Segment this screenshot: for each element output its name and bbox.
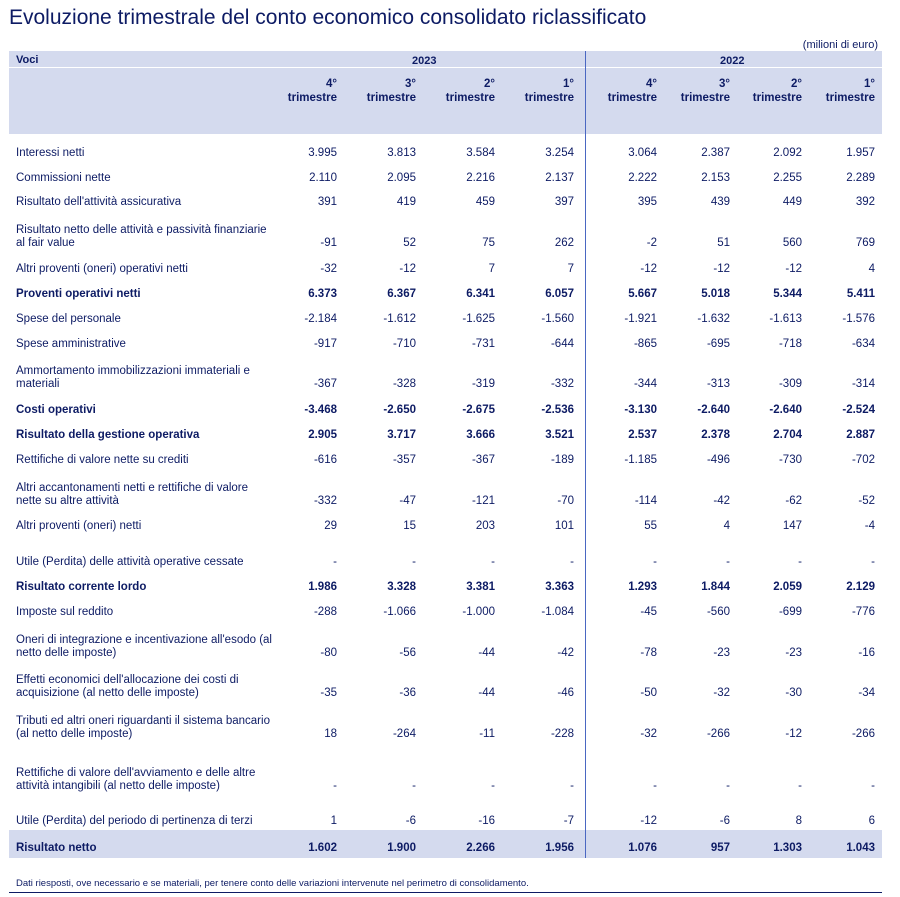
cell-value: -36 [399,687,416,699]
cell-value: 2.092 [773,147,802,159]
table-row [0,795,900,855]
column-header-number: 4° [326,78,337,90]
cell-value: -314 [851,378,875,390]
cell-value: 1.956 [545,842,574,854]
column-header-label: trimestre [366,92,416,104]
cell-value: -266 [706,728,730,740]
cell-value: -776 [851,606,875,618]
cell-value: 1 [330,815,337,827]
cell-value: 2.905 [308,429,337,441]
cell-value: 1.957 [846,147,875,159]
cell-value: 1.303 [773,842,802,854]
cell-value: 5.411 [846,288,875,300]
cell-value: - [653,556,657,568]
cell-value: -1.632 [697,313,730,325]
column-header-label: trimestre [287,92,337,104]
cell-value: 2.153 [701,172,730,184]
cell-value: -560 [706,606,730,618]
cell-value: -344 [633,378,657,390]
cell-value: -695 [706,338,730,350]
row-label: Effetti economici dell'allocazione dei costi di acquisizione (al netto delle imposte) [16,674,239,699]
cell-value: -42 [713,495,730,507]
cell-value: -35 [320,687,337,699]
cell-value: 6.373 [308,288,337,300]
column-header-number: 1° [563,78,574,90]
cell-value: 2.289 [846,172,875,184]
column-header-number: 2° [791,78,802,90]
row-label: Utile (Perdita) del periodo di pertinenza di terzi [16,815,253,827]
cell-value: - [570,556,574,568]
cell-value: 560 [782,237,802,249]
cell-value: 2.537 [628,429,657,441]
cell-value: 3.328 [387,581,416,593]
header-rule [9,67,882,68]
cell-value: 15 [403,520,416,532]
row-label: Risultato della gestione operativa [16,429,200,441]
cell-value: -32 [640,728,657,740]
cell-value: 203 [475,520,495,532]
cell-value: -357 [392,454,416,466]
cell-value: - [412,780,416,792]
footnote: Dati riesposti, ove necessario e se materiali, per tenere conto delle variazioni intervenute nel perimetro di consolidamento. [16,878,529,889]
cell-value: 1.844 [701,581,730,593]
cell-value: 397 [554,196,574,208]
cell-value: -12 [399,263,416,275]
row-label: Interessi netti [16,147,85,159]
column-header-number: 4° [646,78,657,90]
column-header-number: 3° [719,78,730,90]
cell-value: 2.255 [773,172,802,184]
cell-value: 75 [482,237,495,249]
cell-value: 1.293 [628,581,657,593]
cell-value: -50 [640,687,657,699]
cell-value: 6.057 [545,288,574,300]
cell-value: -91 [320,237,337,249]
cell-value: 3.064 [628,147,657,159]
cell-value: 3.717 [387,429,416,441]
cell-value: -2.640 [697,404,730,416]
cell-value: -44 [478,687,495,699]
cell-value: -1.560 [541,313,574,325]
cell-value: -1.084 [541,606,574,618]
voci-header: Voci [16,54,39,66]
cell-value: -313 [706,378,730,390]
cell-value: -56 [399,647,416,659]
page-title: Evoluzione trimestrale del conto economico consolidato riclassificato [9,6,647,29]
cell-value: 392 [855,196,875,208]
cell-value: -2.640 [769,404,802,416]
unit-label: (milioni di euro) [802,39,878,51]
cell-value: 147 [782,520,802,532]
cell-value: 3.584 [466,147,495,159]
cell-value: 2.095 [387,172,416,184]
row-label: Altri proventi (oneri) operativi netti [16,263,188,275]
cell-value: - [871,780,875,792]
cell-value: 101 [554,520,574,532]
cell-value: -264 [392,728,416,740]
column-header-label: trimestre [445,92,495,104]
cell-value: 3.666 [466,429,495,441]
cell-value: 1.043 [846,842,875,854]
cell-value: -634 [851,338,875,350]
cell-value: -12 [785,728,802,740]
cell-value: 6.367 [387,288,416,300]
cell-value: -266 [851,728,875,740]
cell-value: - [333,780,337,792]
row-label: Imposte sul reddito [16,606,114,618]
cell-value: -288 [313,606,337,618]
cell-value: -121 [471,495,495,507]
row-label: Altri accantonamenti netti e rettifiche di valore nette su altre attività [16,482,249,507]
cell-value: 2.137 [545,172,574,184]
cell-value: -1.066 [383,606,416,618]
cell-value: - [798,780,802,792]
cell-value: -710 [392,338,416,350]
cell-value: 29 [324,520,337,532]
cell-value: -12 [785,263,802,275]
cell-value: 6.341 [466,288,495,300]
cell-value: -1.625 [462,313,495,325]
cell-value: - [726,780,730,792]
cell-value: -644 [550,338,574,350]
cell-value: -1.000 [462,606,495,618]
cell-value: 391 [317,196,337,208]
cell-value: 2.266 [466,842,495,854]
row-label: Oneri di integrazione e incentivazione all'esodo (al netto delle imposte) [16,634,272,659]
cell-value: - [412,556,416,568]
cell-value: -114 [634,495,657,507]
cell-value: -1.613 [769,313,802,325]
cell-value: -62 [785,495,802,507]
cell-value: 7 [488,263,495,275]
cell-value: - [491,556,495,568]
cell-value: -1.576 [842,313,875,325]
cell-value: 4 [868,263,875,275]
column-header-label: trimestre [607,92,657,104]
cell-value: -1.612 [383,313,416,325]
cell-value: -189 [550,454,574,466]
cell-value: -496 [706,454,730,466]
cell-value: -3.130 [624,404,657,416]
cell-value: - [871,556,875,568]
cell-value: -30 [785,687,802,699]
cell-value: 5.018 [701,288,730,300]
cell-value: 5.667 [628,288,657,300]
cell-value: -2 [646,237,657,249]
cell-value: -1.921 [624,313,657,325]
cell-value: 3.521 [545,429,574,441]
cell-value: - [570,780,574,792]
cell-value: 1.986 [308,581,337,593]
cell-value: -11 [479,728,495,740]
row-label: Spese amministrative [16,338,126,350]
cell-value: 1.602 [308,842,337,854]
cell-value: -731 [471,338,495,350]
cell-value: -80 [320,647,337,659]
cell-value: -44 [478,647,495,659]
cell-value: -42 [557,647,574,659]
cell-value: - [653,780,657,792]
cell-value: 3.813 [387,147,416,159]
cell-value: -865 [633,338,657,350]
cell-value: 2.704 [773,429,802,441]
row-label: Risultato dell'attività assicurativa [16,196,182,208]
cell-value: -3.468 [304,404,337,416]
cell-value: 2.887 [846,429,875,441]
column-header-label: trimestre [825,92,875,104]
column-header-number: 1° [864,78,875,90]
cell-value: -16 [858,647,875,659]
row-label: Risultato corrente lordo [16,581,147,593]
cell-value: -52 [858,495,875,507]
cell-value: -12 [640,263,657,275]
cell-value: 395 [637,196,657,208]
cell-value: -7 [563,815,574,827]
cell-value: 8 [795,815,802,827]
cell-value: 1.900 [387,842,416,854]
cell-value: 2.222 [628,172,657,184]
cell-value: 18 [324,728,337,740]
cell-value: -12 [713,263,730,275]
cell-value: 52 [403,237,416,249]
cell-value: -309 [778,378,802,390]
row-label: Rettifiche di valore dell'avviamento e delle altre attività intangibili (al netto delle imposte) [16,767,256,792]
cell-value: 769 [855,237,875,249]
row-label: Altri proventi (oneri) netti [16,520,142,532]
column-header-number: 3° [405,78,416,90]
cell-value: 449 [782,196,802,208]
row-label: Costi operativi [16,404,96,416]
cell-value: 3.363 [545,581,574,593]
cell-value: -47 [399,495,416,507]
column-header-label: trimestre [680,92,730,104]
cell-value: -319 [471,378,495,390]
row-label: Proventi operativi netti [16,288,141,300]
cell-value: -46 [557,687,574,699]
cell-value: -4 [864,520,875,532]
cell-value: 419 [396,196,416,208]
cell-value: -616 [313,454,337,466]
cell-value: -6 [405,815,416,827]
column-header-number: 2° [484,78,495,90]
cell-value: 2.378 [701,429,730,441]
cell-value: -12 [640,815,657,827]
cell-value: -6 [719,815,730,827]
cell-value: -730 [778,454,802,466]
cell-value: 2.059 [773,581,802,593]
row-label: Risultato netto delle attività e passività finanziarie al fair value [16,224,267,249]
cell-value: -2.536 [541,404,574,416]
cell-value: 2.387 [701,147,730,159]
cell-value: -78 [640,647,657,659]
cell-value: -702 [851,454,875,466]
cell-value: -45 [640,606,657,618]
cell-value: -1.185 [624,454,657,466]
cell-value: 2.216 [466,172,495,184]
cell-value: - [798,556,802,568]
row-label: Ammortamento immobilizzazioni immateriali e materiali [16,365,250,390]
cell-value: -32 [713,687,730,699]
cell-value: -2.650 [383,404,416,416]
row-label: Utile (Perdita) delle attività operative cessate [16,556,244,568]
row-label: Risultato netto [16,842,97,854]
cell-value: 6 [868,815,875,827]
cell-value: -332 [313,495,337,507]
table-row [0,681,900,741]
cell-value: 439 [710,196,730,208]
cell-value: 55 [644,520,657,532]
cell-value: - [491,780,495,792]
cell-value: -699 [778,606,802,618]
cell-value: 7 [567,263,574,275]
cell-value: -328 [392,378,416,390]
column-header-label: trimestre [524,92,574,104]
cell-value: 4 [723,520,730,532]
cell-value: -2.675 [462,404,495,416]
cell-value: 459 [475,196,495,208]
cell-value: -23 [785,647,802,659]
row-label: Tributi ed altri oneri riguardanti il sistema bancario (al netto delle imposte) [16,715,270,740]
cell-value: -2.524 [842,404,875,416]
cell-value: 3.995 [308,147,337,159]
cell-value: 262 [554,237,574,249]
cell-value: -2.184 [304,313,337,325]
cell-value: 957 [710,842,730,854]
year-2023-header: 2023 [412,55,437,67]
cell-value: -70 [557,495,574,507]
cell-value: 5.344 [773,288,802,300]
row-label: Spese del personale [16,313,121,325]
cell-value: -228 [550,728,574,740]
cell-value: -34 [858,687,875,699]
cell-value: 3.254 [545,147,574,159]
row-label: Commissioni nette [16,172,111,184]
cell-value: -718 [778,338,802,350]
cell-value: -332 [550,378,574,390]
cell-value: 1.076 [628,842,657,854]
column-header-label: trimestre [752,92,802,104]
bottom-rule [9,892,882,893]
cell-value: -917 [313,338,337,350]
cell-value: 3.381 [466,581,495,593]
cell-value: -16 [478,815,495,827]
cell-value: -23 [713,647,730,659]
cell-value: -32 [320,263,337,275]
cell-value: - [333,556,337,568]
cell-value: 2.110 [309,172,337,184]
cell-value: 2.129 [846,581,875,593]
year-2022-header: 2022 [720,55,745,67]
row-label: Rettifiche di valore nette su crediti [16,454,189,466]
cell-value: -367 [313,378,337,390]
cell-value: - [726,556,730,568]
cell-value: 51 [717,237,730,249]
cell-value: -367 [471,454,495,466]
